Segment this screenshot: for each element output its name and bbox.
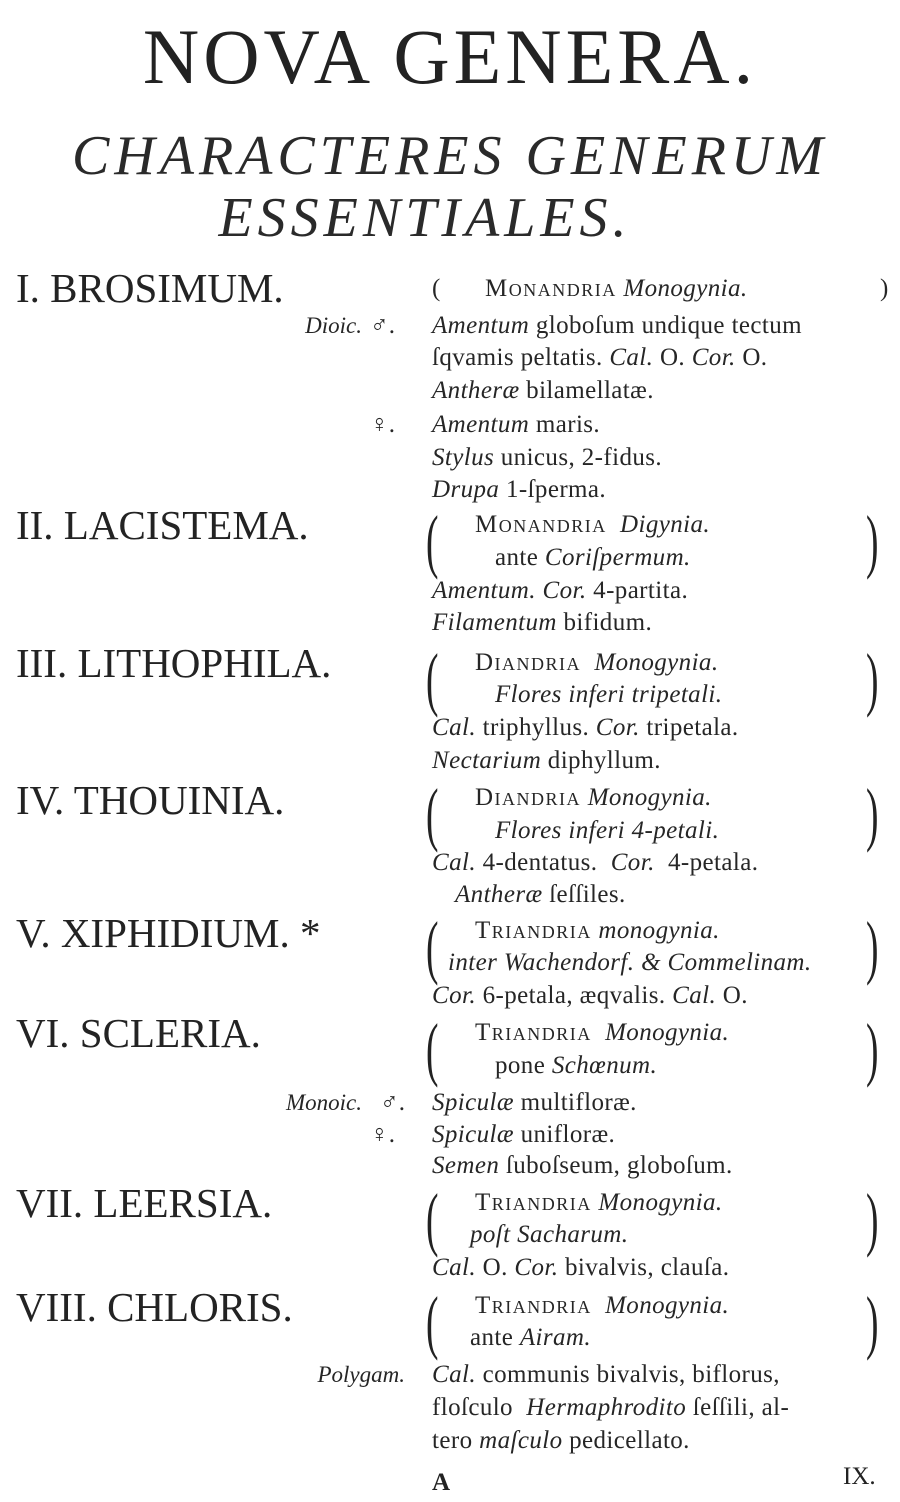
- class-line: [475, 650, 718, 675]
- text-segment: Cor.: [691, 344, 736, 371]
- genus-heading: III. LITHOPHILA.: [16, 640, 332, 686]
- page-subtitle-line1: CHARACTERES GENERUM: [71, 125, 829, 187]
- text-segment: Semen: [432, 1152, 500, 1179]
- text-segment: O.: [653, 344, 692, 371]
- text-segment: Schœnum.: [551, 1052, 658, 1079]
- text-segment: Filamentum: [432, 609, 557, 636]
- character-line: [432, 715, 739, 740]
- text-segment: Amentum: [432, 312, 530, 339]
- genus-heading: VI. SCLERIA.: [16, 1010, 261, 1056]
- class-line: [485, 276, 748, 301]
- text-segment: Cor.: [595, 714, 640, 741]
- character-line: [432, 983, 748, 1008]
- text-segment: Airam.: [519, 1324, 592, 1351]
- character-line: [432, 477, 606, 502]
- character-line: [432, 1122, 615, 1147]
- text-segment: ſeſſiles.: [542, 881, 626, 908]
- open-bracket-icon: (: [426, 641, 439, 720]
- class-line: [475, 1293, 729, 1318]
- class-line: [475, 1020, 729, 1045]
- text-segment: Hermaphrodito: [526, 1394, 687, 1421]
- text-segment: Monogynia.: [591, 1189, 723, 1216]
- character-line: [432, 850, 758, 875]
- text-segment: Flores inferi 4-petali.: [495, 817, 720, 844]
- text-segment: Cal.: [432, 1361, 476, 1388]
- text-segment: Cal.: [672, 982, 717, 1009]
- text-segment: Cal.: [432, 714, 476, 741]
- text-segment: bifidum.: [556, 609, 653, 636]
- text-segment: Cal.: [432, 1254, 476, 1281]
- character-line: [432, 378, 654, 403]
- text-segment: Antheræ: [432, 377, 520, 404]
- text-segment: Cor.: [610, 849, 655, 876]
- text-segment: Monandria: [485, 275, 617, 302]
- text-segment: unifloræ.: [513, 1121, 616, 1148]
- text-segment: Cal.: [432, 849, 476, 876]
- genus-heading: I. BROSIMUM.: [16, 265, 284, 311]
- text-segment: Triandria: [475, 1189, 592, 1216]
- text-segment: Triandria: [475, 1019, 592, 1046]
- character-line: [432, 1090, 637, 1115]
- text-segment: Cor.: [535, 577, 587, 604]
- character-line: [432, 313, 802, 338]
- sex-symbol-icon: ♀.: [370, 411, 395, 438]
- text-segment: Digynia.: [606, 511, 711, 538]
- text-segment: Coriſpermum.: [544, 544, 691, 571]
- text-segment: Triandria: [475, 1292, 592, 1319]
- note-line: [470, 1222, 628, 1247]
- text-segment: Monogynia.: [591, 1292, 730, 1319]
- open-bracket-icon: (: [426, 1011, 439, 1090]
- page-title: NOVA GENERA.: [142, 13, 758, 100]
- genus-heading: VII. LEERSIA.: [16, 1180, 273, 1226]
- sex-class-label: Dioic.: [305, 313, 362, 338]
- text-segment: Monogynia.: [581, 649, 719, 676]
- close-paren-icon: ): [880, 275, 889, 302]
- text-segment: Antheræ: [455, 881, 543, 908]
- text-segment: ſuboſseum, globoſum.: [499, 1152, 733, 1179]
- text-segment: Monogynia.: [591, 1019, 730, 1046]
- text-segment: bilamellatæ.: [519, 377, 654, 404]
- text-segment: Cor.: [514, 1254, 559, 1281]
- catchword: IX.: [843, 1463, 876, 1490]
- open-bracket-icon: (: [426, 1284, 439, 1363]
- genus-heading: II. LACISTEMA.: [16, 502, 309, 548]
- text-segment: ſqvamis peltatis.: [432, 344, 610, 371]
- text-segment: unicus, 2-fidus.: [494, 444, 663, 471]
- text-segment: triphyllus.: [475, 714, 596, 741]
- character-line: [432, 1428, 690, 1453]
- text-segment: maſculo: [479, 1427, 563, 1454]
- text-segment: Amentum: [432, 411, 530, 438]
- text-segment: inter Wachendorf. & Commelinam.: [448, 949, 812, 976]
- text-segment: Flores inferi tripetali.: [495, 681, 723, 708]
- open-bracket-icon: (: [426, 776, 439, 855]
- text-segment: Cor.: [432, 982, 476, 1009]
- genus-heading: VIII. CHLORIS.: [16, 1284, 293, 1330]
- note-line: [470, 1325, 591, 1350]
- text-segment: Diandria: [475, 649, 582, 676]
- note-line: [495, 682, 722, 707]
- character-line: [432, 610, 652, 635]
- sex-symbol-icon: ♂.: [370, 312, 395, 339]
- character-line: [432, 345, 767, 370]
- character-line: [432, 748, 661, 773]
- text-segment: diphyllum.: [541, 747, 661, 774]
- character-line: [455, 882, 626, 907]
- note-line: [495, 818, 719, 843]
- note-line: [448, 950, 812, 975]
- text-segment: communis bivalvis, biflorus,: [475, 1361, 780, 1388]
- genus-heading: IV. THOUINIA.: [16, 777, 285, 823]
- text-segment: pedicellato.: [562, 1427, 690, 1454]
- text-segment: Nectarium: [432, 747, 542, 774]
- text-segment: Monogynia.: [581, 784, 712, 811]
- character-line: [432, 1153, 733, 1178]
- text-segment: Monandria: [475, 511, 607, 538]
- character-line: [432, 578, 688, 603]
- open-paren-icon: (: [432, 275, 441, 302]
- text-segment: 4-dentatus.: [475, 849, 611, 876]
- text-segment: Cal.: [609, 344, 654, 371]
- text-segment: O.: [716, 982, 748, 1009]
- close-bracket-icon: ): [866, 641, 879, 720]
- text-segment: ſeſſili, al-: [686, 1394, 790, 1421]
- close-bracket-icon: ): [866, 503, 879, 582]
- text-segment: Amentum.: [432, 577, 536, 604]
- note-line: [495, 1053, 657, 1078]
- character-line: [432, 1255, 729, 1280]
- genus-heading: V. XIPHIDIUM. *: [16, 910, 321, 956]
- sex-symbol-icon: ♂.: [380, 1089, 405, 1116]
- text-segment: Diandria: [475, 784, 582, 811]
- page-subtitle-line2: ESSENTIALES.: [218, 187, 632, 249]
- character-line: [432, 445, 662, 470]
- text-segment: poſt Sacharum.: [470, 1221, 629, 1248]
- text-segment: tero: [432, 1427, 480, 1454]
- class-line: [475, 512, 710, 537]
- text-segment: Spiculæ: [432, 1089, 514, 1116]
- text-segment: O.: [735, 344, 768, 371]
- close-bracket-icon: ): [866, 1011, 879, 1090]
- text-segment: pone: [495, 1052, 552, 1079]
- text-segment: O.: [475, 1254, 515, 1281]
- sex-class-label: Monoic.: [285, 1090, 362, 1115]
- sex-class-label: Polygam.: [317, 1362, 405, 1387]
- open-bracket-icon: (: [426, 909, 439, 988]
- text-segment: Monogynia.: [616, 275, 748, 302]
- text-segment: 1-ſperma.: [499, 476, 607, 503]
- text-segment: ante: [470, 1324, 520, 1351]
- character-line: [432, 1362, 780, 1387]
- text-segment: globoſum undique tectum: [529, 312, 802, 339]
- text-segment: Triandria: [475, 917, 592, 944]
- class-line: [475, 918, 720, 943]
- text-segment: tripetala.: [639, 714, 739, 741]
- text-segment: multifloræ.: [513, 1089, 637, 1116]
- text-segment: 6-petala, æqvalis.: [475, 982, 673, 1009]
- character-line: [432, 412, 600, 437]
- close-bracket-icon: ): [866, 909, 879, 988]
- close-bracket-icon: ): [866, 1181, 879, 1260]
- text-segment: Stylus: [432, 444, 495, 471]
- text-segment: maris.: [529, 411, 601, 438]
- text-segment: floſculo: [432, 1394, 527, 1421]
- text-segment: monogynia.: [591, 917, 720, 944]
- sex-symbol-icon: ♀.: [370, 1121, 395, 1148]
- text-segment: Spiculæ: [432, 1121, 514, 1148]
- character-line: [432, 1395, 789, 1420]
- open-bracket-icon: (: [426, 1181, 439, 1260]
- note-line: [495, 545, 691, 570]
- text-segment: Drupa: [432, 476, 500, 503]
- close-bracket-icon: ): [866, 776, 879, 855]
- signature-mark: A: [432, 1469, 451, 1496]
- text-segment: 4-petala.: [654, 849, 759, 876]
- open-bracket-icon: (: [426, 503, 439, 582]
- class-line: [475, 1190, 723, 1215]
- close-bracket-icon: ): [866, 1284, 879, 1363]
- class-line: [475, 785, 712, 810]
- text-segment: bivalvis, clauſa.: [558, 1254, 730, 1281]
- text-segment: ante: [495, 544, 545, 571]
- text-segment: 4-partita.: [586, 577, 689, 604]
